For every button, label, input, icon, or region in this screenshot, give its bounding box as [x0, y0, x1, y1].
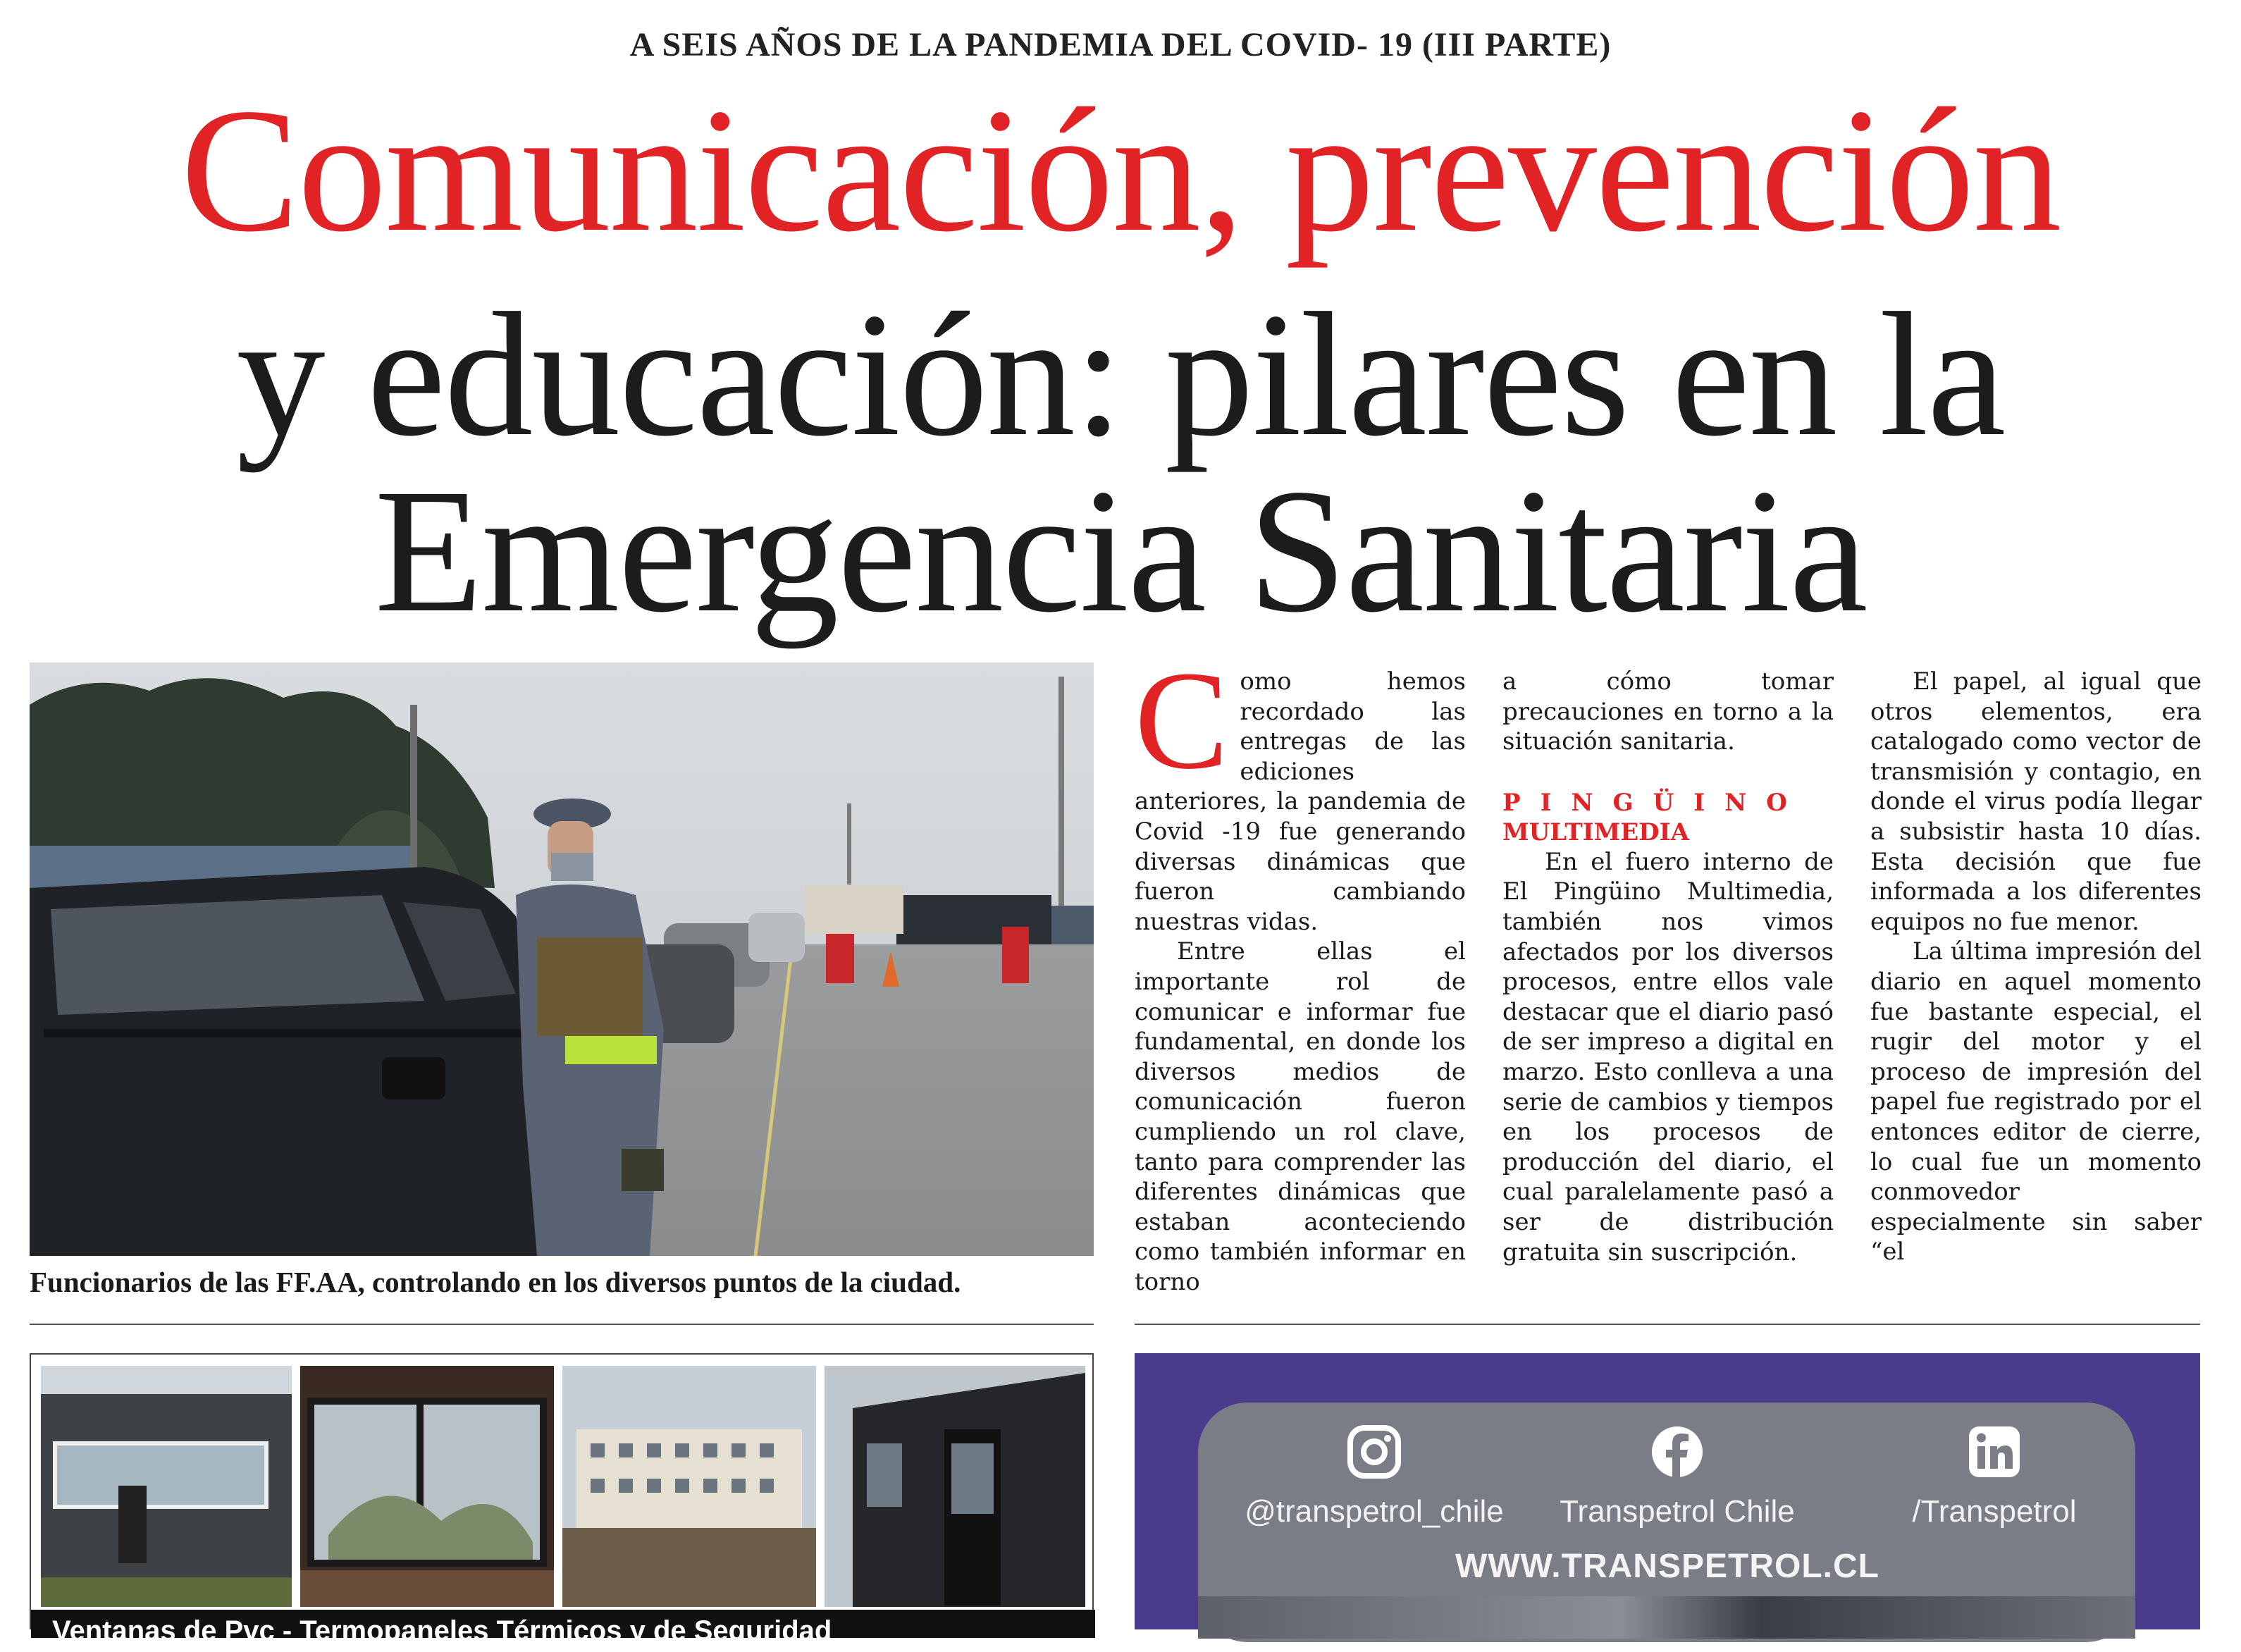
article-paragraph: Como hemos recordado las entregas de las ediciones anteriores, la pandemia de Covid -19 fue generando diversas dinámicas que fueron cambiando nuestras vidas. [1135, 643, 1466, 936]
instagram-icon [1346, 1424, 1402, 1480]
article-column-3 [1870, 667, 2202, 1301]
kicker: A SEIS AÑOS DE LA PANDEMIA DEL COVID- 19 (III PARTE) [629, 26, 1612, 63]
photo-caption: Funcionarios de las FF.AA, controlando en los diversos puntos de la ciudad. [30, 1266, 961, 1298]
windows-advertisement [30, 1353, 1094, 1646]
ad-photo-office [41, 1366, 292, 1607]
headline-line-3: Emergencia Sanitaria [374, 452, 1867, 649]
linkedin-icon [1966, 1424, 2023, 1480]
drop-cap: C [1135, 643, 1229, 799]
ad-photo-building [562, 1366, 816, 1607]
article-paragraph: En el fuero interno de El Pingüino Multimedia, también nos vimos afectados por los diversos procesos, entre ellos vale destacar que el diario pasó de ser impreso a digital en marzo. Esto conlleva a una serie de cambios y tiempos en los procesos de producción del diario, el cual paralelamente pasó a ser de distribución gratuita sin suscripción. [1502, 847, 1834, 1266]
linkedin-handle: /Transpetrol [1912, 1494, 2077, 1529]
facebook-handle: Transpetrol Chile [1560, 1494, 1795, 1529]
transpetrol-advertisement [1135, 1353, 2200, 1629]
article-paragraph: a cómo tomar precauciones en torno a la situación sanitaria. [1502, 667, 1834, 756]
divider-right [1135, 1324, 2200, 1325]
ad-photo-strip [1198, 1596, 2135, 1639]
main-photo [30, 662, 1094, 1256]
headline-line-2: y educación: pilares en la [236, 276, 2005, 473]
article-paragraph: La última impresión del diario en aquel momento fue bastante especial, el rugir del motor y el proceso de impresión del papel fue registrado por el entonces editor de cierre, lo cual fue un momento conmovedor especialmente sin saber “el [1870, 937, 2202, 1266]
facebook-icon [1649, 1424, 1705, 1480]
ad-photo-window [300, 1366, 554, 1607]
social-facebook [1529, 1424, 1825, 1529]
ad-photo-cabin [825, 1366, 1085, 1607]
ad-banner: Ventanas de Pvc - Termopaneles Térmicos y de Seguridad [31, 1610, 1095, 1638]
divider-left [30, 1324, 1094, 1325]
social-instagram [1177, 1424, 1572, 1529]
section-subhead: PINGÜINO MULTIMEDIA [1502, 788, 1807, 846]
article-paragraph: Entre ellas el importante rol de comunicar e informar fue fundamental, en donde los diversos medios de comunicación fueron cumpliendo un rol clave, tanto para comprender las diferentes dinámicas que estaban aconteciendo como también informar en torno [1135, 937, 1466, 1296]
social-linkedin [1839, 1424, 2149, 1529]
article-column-2 [1502, 667, 1834, 1301]
article-paragraph: El papel, al igual que otros elementos, era catalogado como vector de transmisión y contagio, en donde el virus podía llegar a subsistir hasta 10 días. Esta decisión que fue informada a los diferentes equipos no fue menor. [1870, 667, 2202, 936]
article-column-1 [1135, 643, 1466, 1301]
headline-line-1: Comunicación, prevención [180, 71, 2061, 269]
website-url: WWW.TRANSPETROL.CL [1455, 1548, 1879, 1585]
instagram-handle: @transpetrol_chile [1245, 1494, 1504, 1529]
